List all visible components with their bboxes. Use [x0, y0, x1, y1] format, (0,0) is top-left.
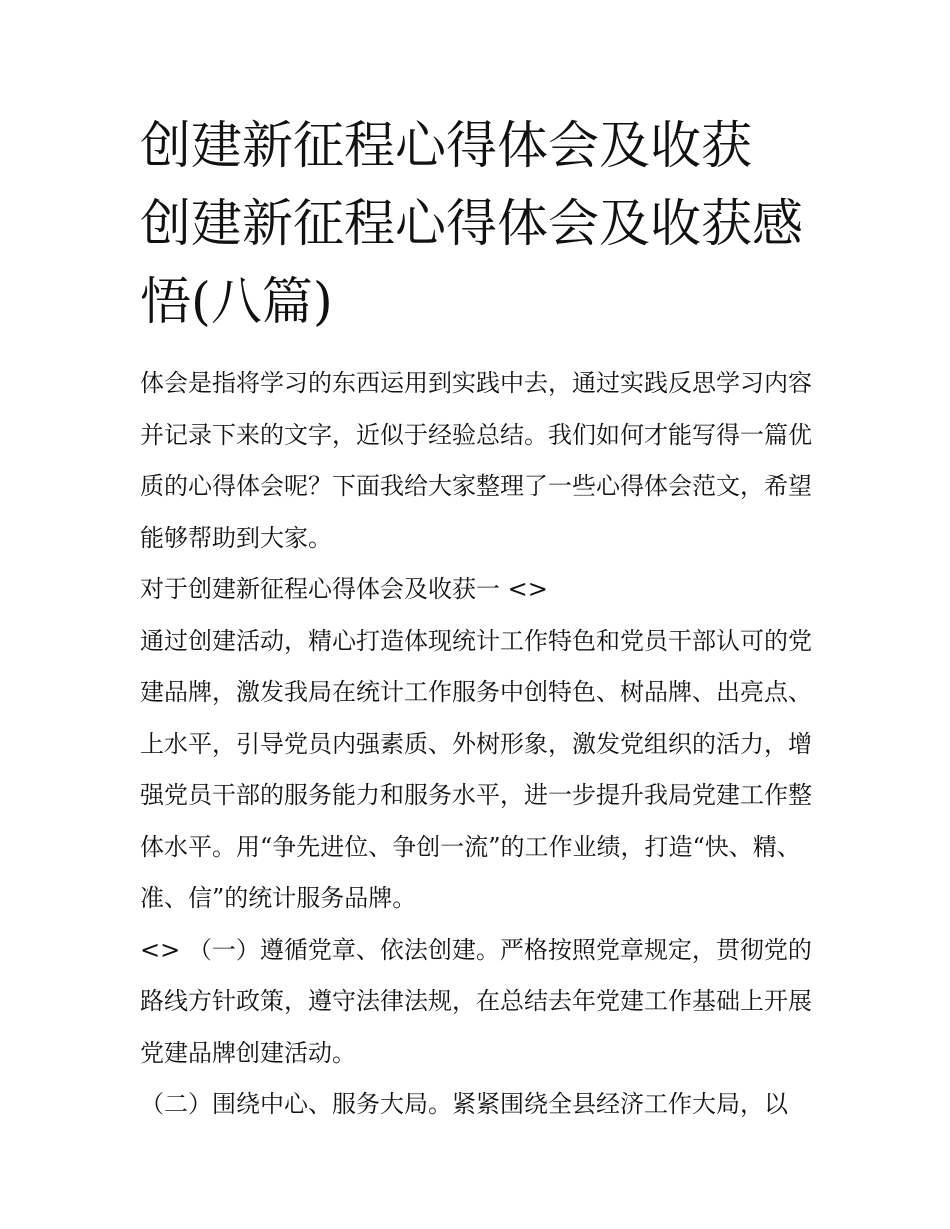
intro-paragraph: 体会是指将学习的东西运用到实践中去，通过实践反思学习内容并记录下来的文字，近似于经验总结。我们如何才能写得一篇优质的心得体会呢？下面我给大家整理了一些心得体会范文，希望能够帮助到大家。	[140, 369, 812, 552]
document-page	[140, 108, 816, 1131]
document-title: 创建新征程心得体会及收获 创建新征程心得体会及收获感悟(八篇)	[140, 117, 804, 332]
body-paragraph: （二）围绕中心、服务大局。紧紧围绕全县经济工作大局，以	[140, 1090, 788, 1118]
body-paragraph: 通过创建活动，精心打造体现统计工作特色和党员干部认可的党建品牌，激发我局在统计工作服务中创特色、树品牌、出亮点、上水平，引导党员内强素质、外树形象，激发党组织的活力，增强党员干部的服务能力和服务水平，进一步提升我局党建工作整体水平。用“争先进位、争创一流”的工作业绩，打造“快、精、准、信”的统计服务品牌。	[140, 626, 812, 912]
body-paragraph: <> （一）遵循党章、依法创建。严格按照党章规定，贯彻党的路线方针政策，遵守法律法规，在总结去年党建工作基础上开展党建品牌创建活动。	[140, 935, 812, 1067]
section-heading: 对于创建新征程心得体会及收获一 <>	[140, 575, 548, 603]
